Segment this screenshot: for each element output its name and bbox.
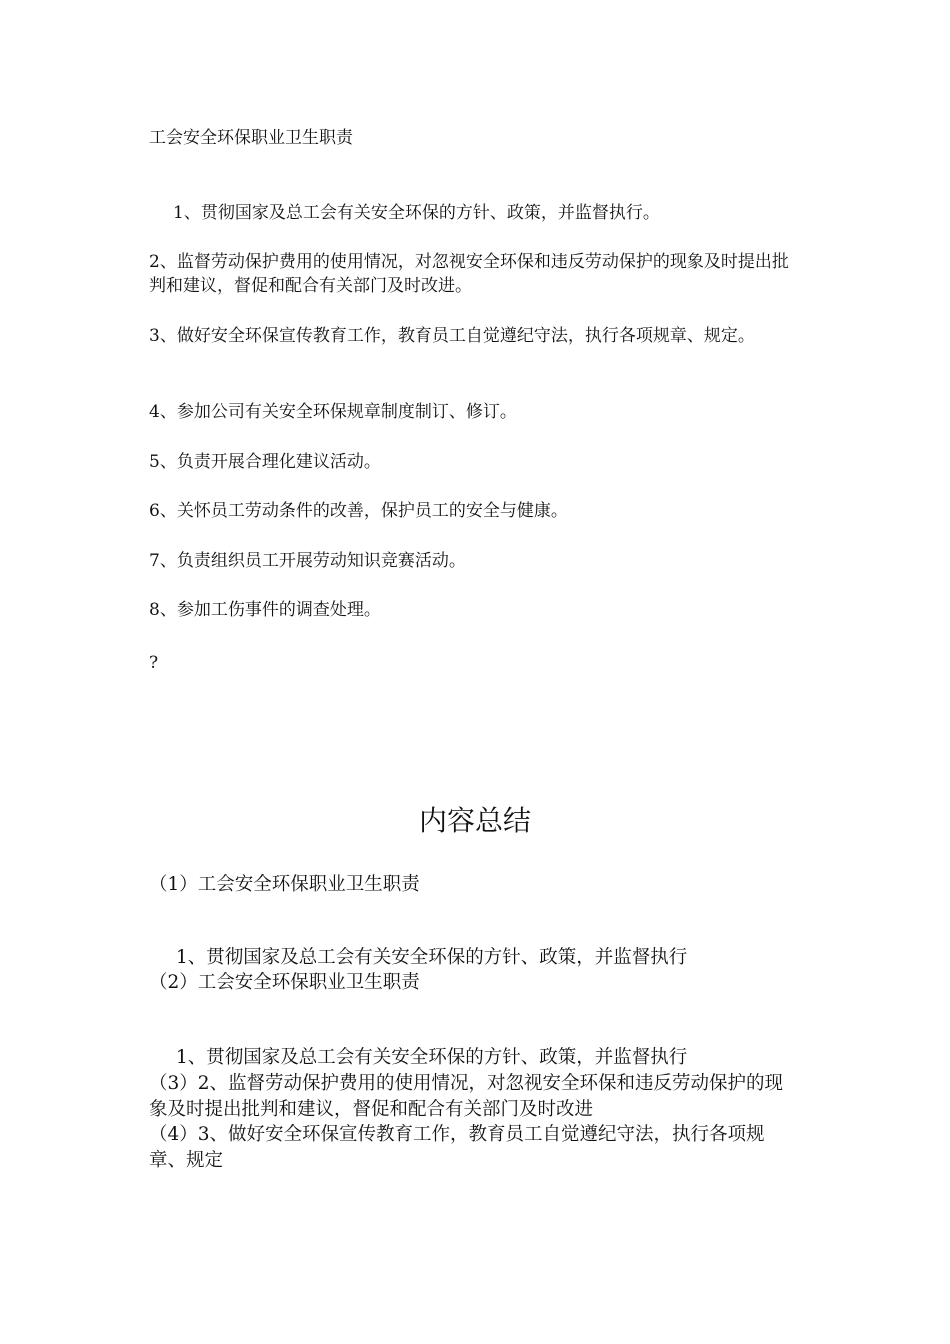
summary-line-6: （4）3、做好安全环保宣传教育工作，教育员工自觉遵纪守法，执行各项规章、规定: [149, 1124, 765, 1171]
stray-question-mark: ?: [149, 653, 159, 673]
duty-item-1: 1、贯彻国家及总工会有关安全环保的方针、政策，并监督执行。: [173, 203, 660, 223]
document-title: 工会安全环保职业卫生职责: [149, 128, 353, 148]
duty-item-6: 6、关怀员工劳动条件的改善，保护员工的安全与健康。: [149, 501, 568, 521]
summary-line-3: （2）工会安全环保职业卫生职责: [149, 972, 420, 993]
duty-item-4: 4、参加公司有关安全环保规章制度制订、修订。: [149, 402, 517, 422]
duty-item-8: 8、参加工伤事件的调查处理。: [149, 600, 381, 620]
summary-line-1: （1）工会安全环保职业卫生职责: [149, 874, 420, 895]
summary-line-4: 1、贯彻国家及总工会有关安全环保的方针、政策，并监督执行: [176, 1047, 688, 1068]
duty-item-3: 3、做好安全环保宣传教育工作，教育员工自觉遵纪守法，执行各项规章、规定。: [149, 326, 755, 346]
duty-item-7: 7、负责组织员工开展劳动知识竞赛活动。: [149, 551, 466, 571]
summary-heading: 内容总结: [418, 804, 531, 837]
summary-line-5: （3）2、监督劳动保护费用的使用情况，对忽视安全环保和违反劳动保护的现象及时提出批判和建议，督促和配合有关部门及时改进: [149, 1073, 784, 1120]
summary-line-2: 1、贯彻国家及总工会有关安全环保的方针、政策，并监督执行: [176, 947, 688, 968]
duty-item-5: 5、负责开展合理化建议活动。: [149, 452, 381, 472]
duty-item-2: 2、监督劳动保护费用的使用情况，对忽视安全环保和违反劳动保护的现象及时提出批判和建议，督促和配合有关部门及时改进。: [149, 252, 789, 296]
